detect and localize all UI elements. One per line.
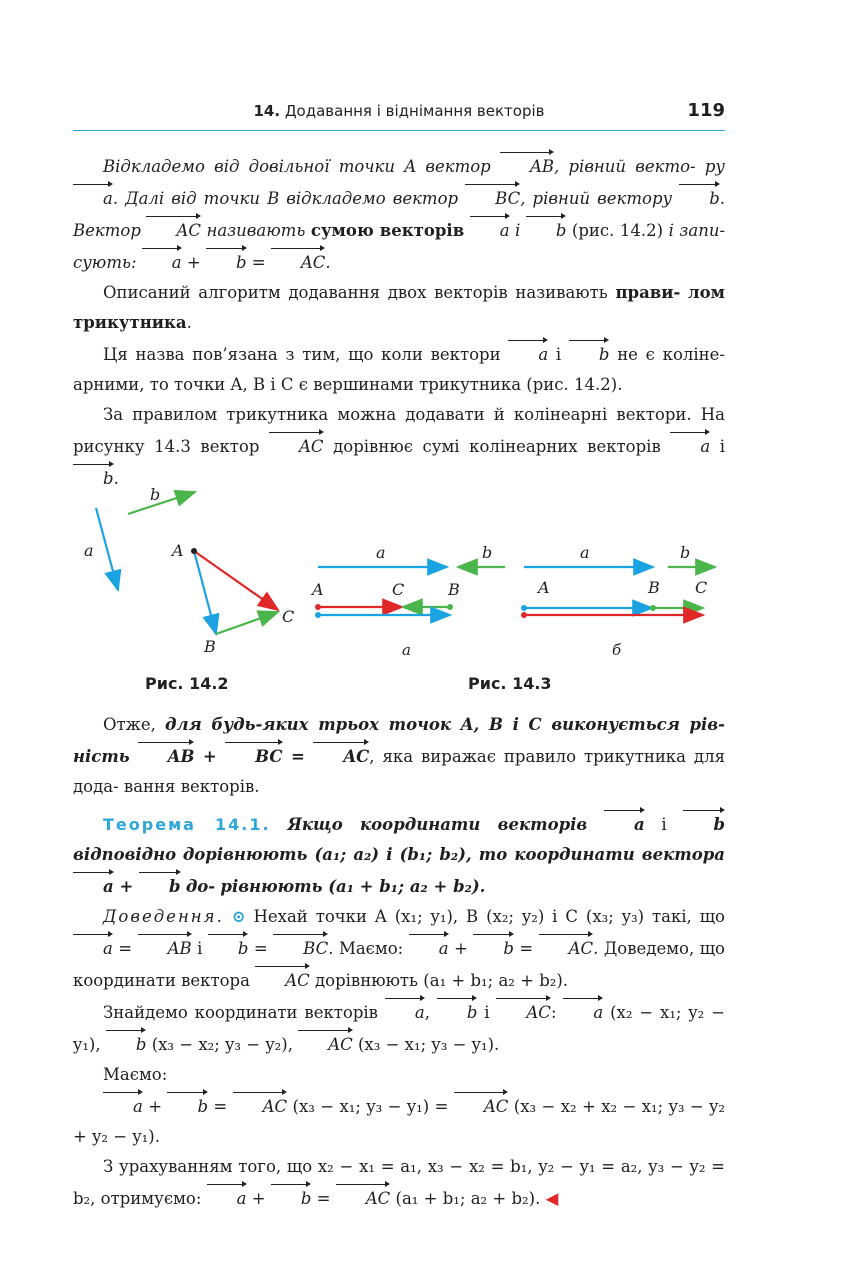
paragraph-5: Отже, для будь-яких трьох точок A, B і C виконується рів- ність AB + BC = AC, яка виражає правило трикутника для дода- вання векторів. [73, 715, 725, 796]
paragraph-1: Відкладемо від довільної точки A вектор AB, рівний векто- ру a. Далі від точки B відкладемо вектор BC, рівний вектору b. Вектор AC називають сумою векторів a і b (рис. 14.2) і запи- сують: a + b = AC. [73, 150, 725, 278]
figure-14-2 [84, 485, 294, 693]
svg-text:C: C [392, 580, 405, 599]
label-a-free: a [84, 541, 94, 560]
paragraph-last: З урахуванням того, що x₂ − x₁ = a₁, x₃ − x₂ = b₁, y₂ − y₁ = a₂, y₃ − y₂ = b₂, отримуємо: a + b = AC (a₁ + b₁; a₂ + b₂). ◀ [73, 1152, 725, 1214]
theorem-14-1: Теорема 14.1. Якщо координати векторів a і b відповідно дорівнюють (a₁; a₂) і (b₁; b₂), то координати вектора a + b до- рівнюють (a₁ + b₁; a₂ + b₂). [73, 808, 725, 902]
svg-text:б: б [612, 641, 622, 659]
label-A: A [172, 541, 184, 560]
running-title [73, 102, 725, 120]
text-block-top [73, 150, 725, 494]
page-header [73, 100, 725, 131]
paragraph-2: Описаний алгоритм додавання двох векторів називають прави- лом трикутника. [73, 283, 726, 332]
svg-text:C: C [695, 578, 708, 597]
svg-text:a: a [580, 543, 590, 562]
page-number: 119 [687, 100, 725, 121]
svg-text:b: b [482, 543, 493, 562]
label-C: C [282, 607, 295, 626]
svg-text:A: A [312, 580, 324, 599]
caption-fig-14-2: Рис. 14.2 [145, 674, 229, 693]
qed-icon: ◀ [545, 1189, 559, 1208]
svg-text:B: B [648, 578, 660, 597]
svg-text:a: a [402, 641, 411, 659]
svg-text:B: B [448, 580, 460, 599]
paragraph-have: Маємо: [103, 1065, 168, 1084]
text-block-bottom [73, 710, 725, 1214]
vector-BC [216, 612, 278, 634]
label-b-free: b [150, 485, 161, 504]
section-title: Додавання і віднімання векторів [284, 102, 545, 120]
paragraph-3: Ця назва пов’язана з тим, що коли вектори a і b не є коліне- арними, то точки A, B і C є вершинами трикутника (рис. 14.2). [73, 338, 725, 400]
paragraph-4: За правилом трикутника можна додавати й колінеарні вектори. На рисунку 14.3 вектор AC дорівнює сумі колінеарних векторів a і b. [73, 400, 725, 494]
paragraph-find: Знайдемо координати векторів a, b і AC: a (x₂ − x₁; y₂ − y₁), b (x₃ − x₂; y₃ − y₂), AC (x₃ − x₁; y₃ − y₁). [73, 996, 725, 1060]
figures [0, 470, 850, 700]
svg-text:A: A [538, 578, 550, 597]
vector-a-free [96, 508, 118, 590]
section-number: 14. [253, 102, 281, 120]
figure-14-3-a [310, 543, 505, 659]
formula-calc: a + b = AC (x₃ − x₁; y₃ − y₁) = AC (x₃ − x₂ + x₂ − x₁; y₃ − y₂ + y₂ − y₁). [73, 1090, 725, 1152]
label-B: B [204, 637, 216, 656]
vector-b-free [128, 492, 195, 514]
point-A [191, 548, 197, 554]
proof-start-icon: ⊙ [231, 907, 246, 926]
figure-14-3-b [468, 543, 715, 693]
proof: Доведення. ⊙ Нехай точки A (x₁; y₁), B (x₂; y₂) і C (x₃; y₃) такі, що a = AB і b = BC. Маємо: a + b = AC. Доведемо, що координати вектора AC дорівнюють (a₁ + b₁; a₂ + b₂). [73, 902, 725, 996]
svg-text:b: b [680, 543, 691, 562]
svg-text:a: a [376, 543, 386, 562]
caption-fig-14-3: Рис. 14.3 [468, 674, 552, 693]
